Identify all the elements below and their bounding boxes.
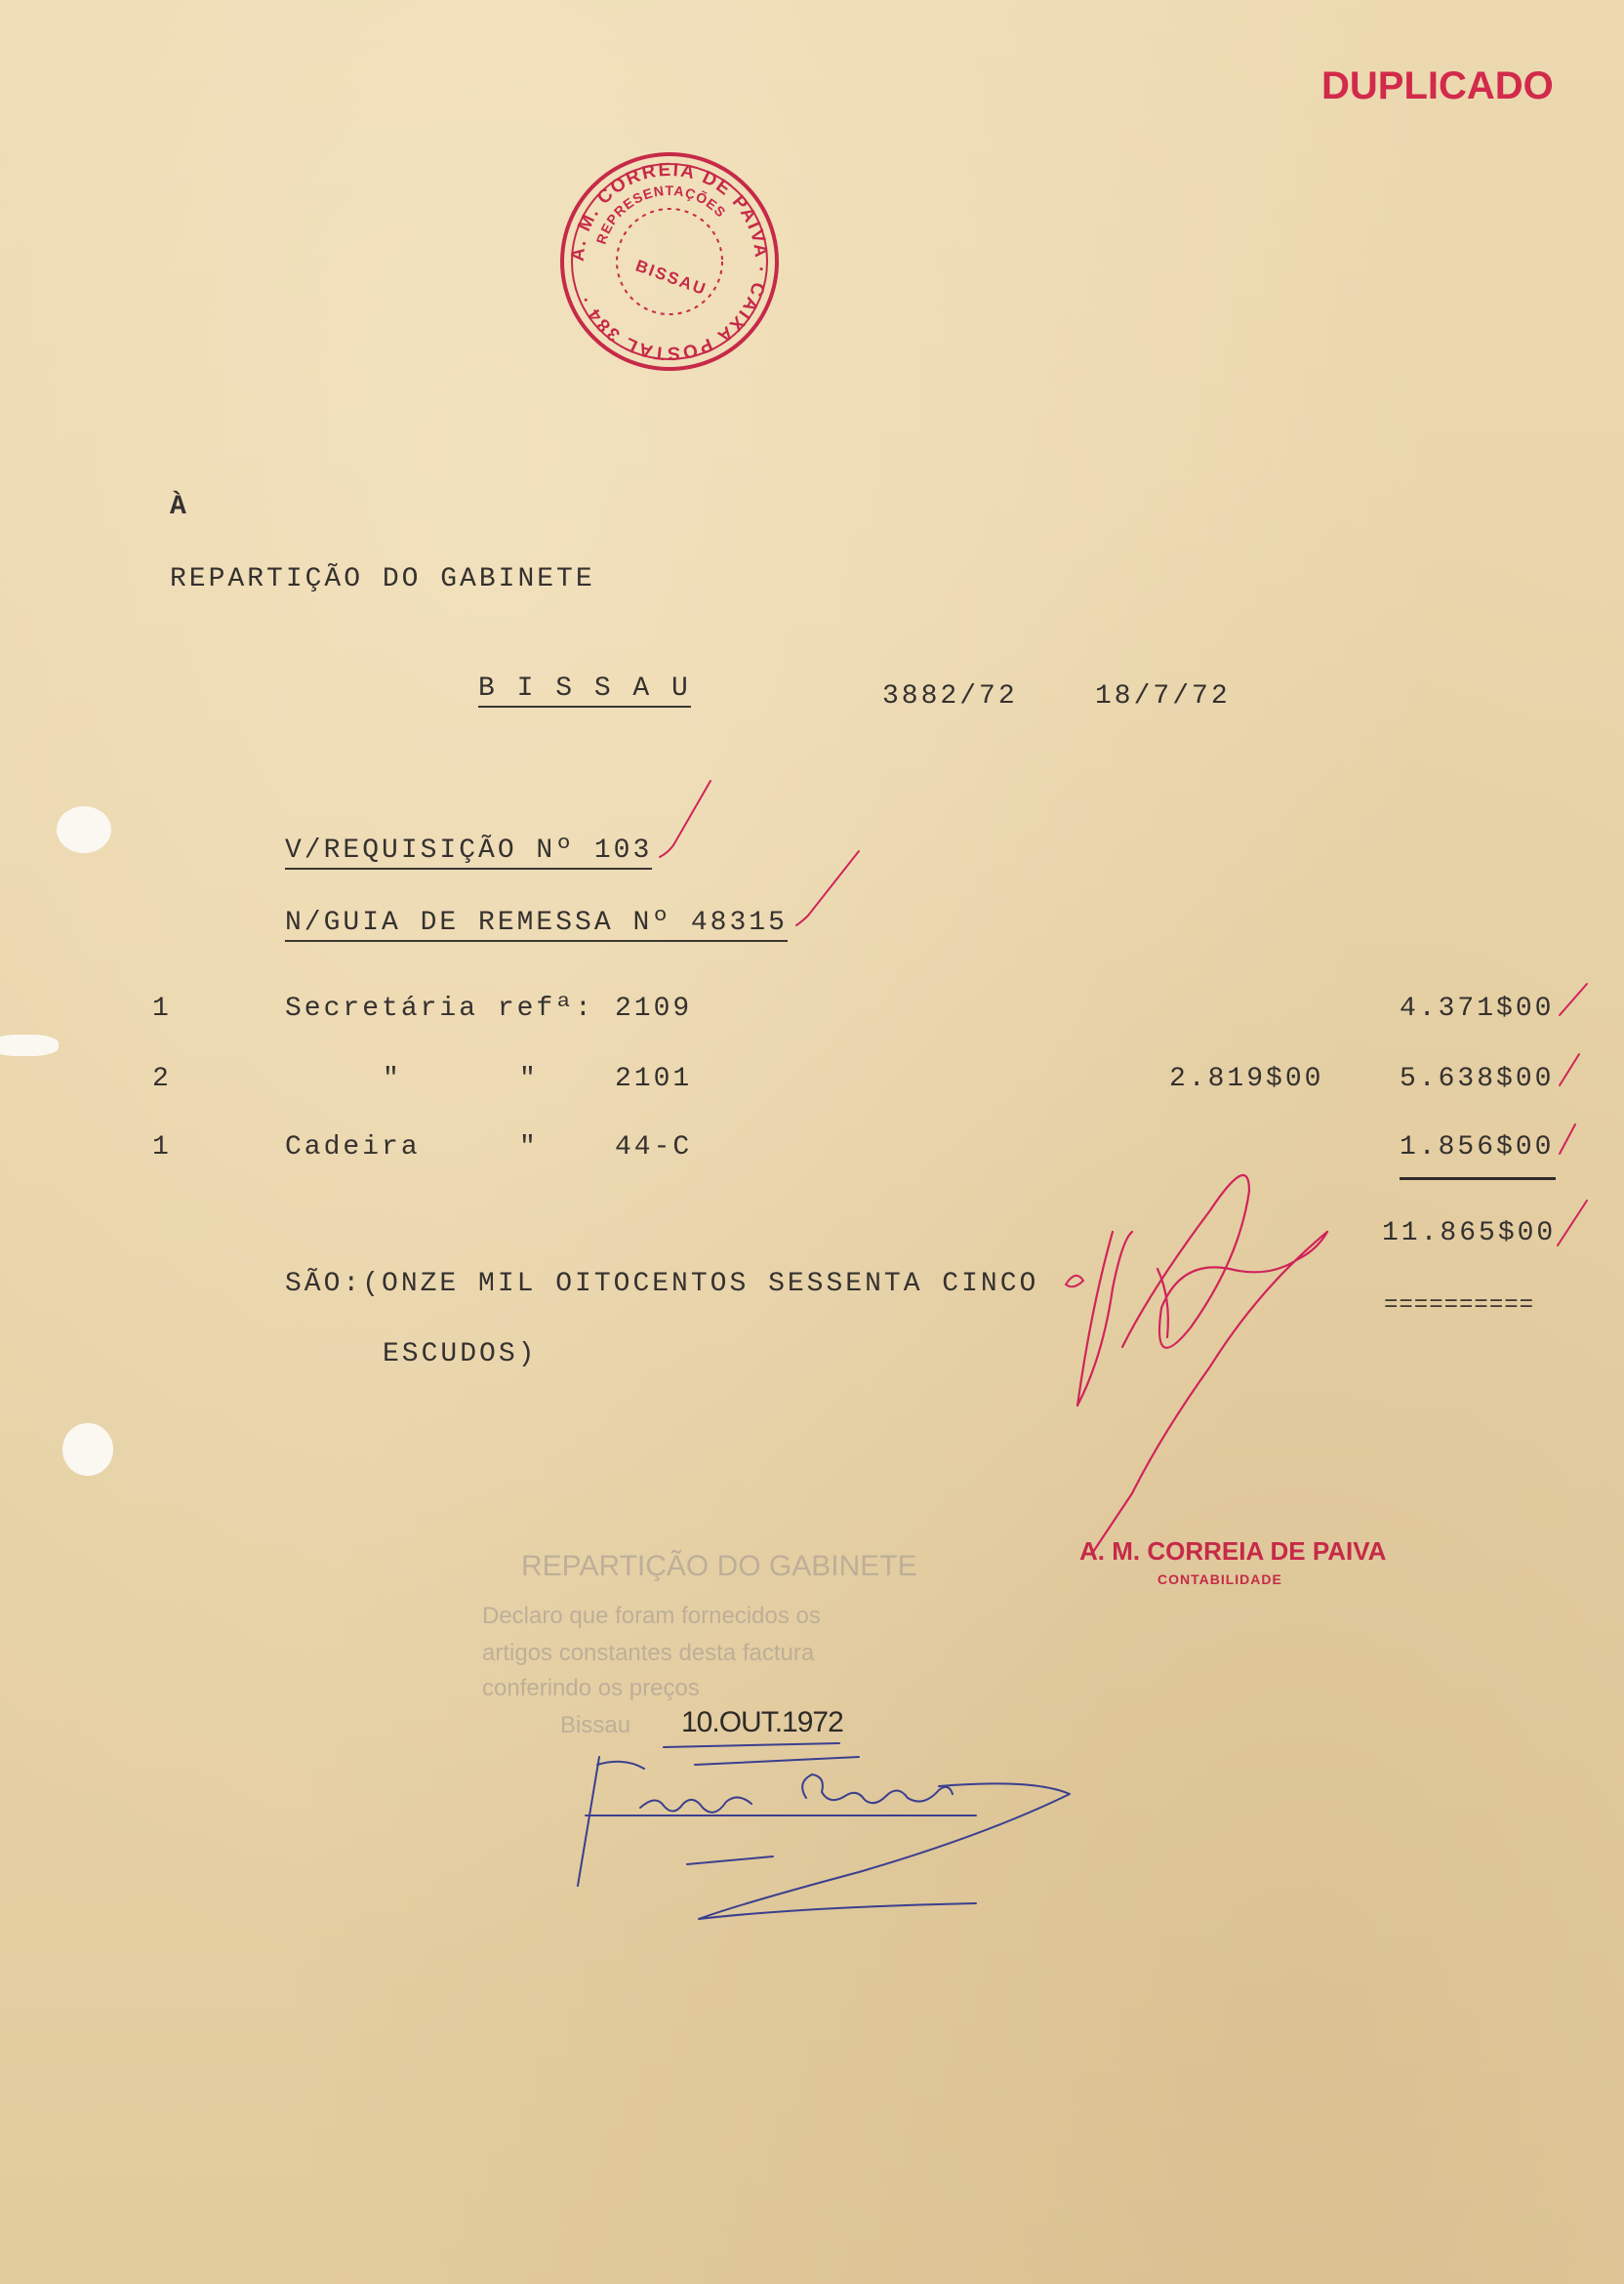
duplicado-stamp: DUPLICADO [1321,64,1554,107]
company-stamp-dept: CONTABILIDADE [1157,1571,1282,1587]
item-qty: 1 [152,994,172,1024]
seal-ring-textpath: A. M. CORREIA DE PAIVA · CAIXA POSTAL 384 · [567,159,772,364]
item-ref-ditto: " [519,1132,539,1162]
reference-number: 3882/72 [882,681,1018,712]
guide-ref: N/GUIA DE REMESSA Nº 48315 [285,908,788,942]
item-ref: 2109 [615,994,693,1024]
company-stamp-name: A. M. CORREIA DE PAIVA [1079,1536,1387,1566]
receipt-stamp-line1: Declaro que foram fornecidos os [482,1603,821,1629]
item-desc-ditto: " [383,1064,402,1094]
amount-words-line1: SÃO:(ONZE MIL OITOCENTOS SESSENTA CINCO [285,1269,1039,1299]
svg-text:REPRESENTAÇÕES [593,183,730,246]
item-ref: 2101 [615,1064,693,1094]
item-desc: Cadeira [285,1132,421,1162]
item-qty: 1 [152,1132,172,1162]
seal-inner-textpath: REPRESENTAÇÕES [592,182,730,247]
edge-tear [0,1035,59,1056]
item-ref: 44-C [615,1132,693,1162]
address-city: B I S S A U [478,673,691,708]
punch-hole-top [57,806,111,853]
item-unit-price: 2.819$00 [1169,1064,1324,1094]
item-ref-ditto: " [519,1064,539,1094]
total-amount: 11.865$00 [1382,1218,1557,1248]
item-qty: 2 [152,1064,172,1094]
total-double-rule: ========== [1384,1292,1535,1319]
amount-words-line2: ESCUDOS) [383,1339,538,1369]
svg-text:A. M. CORREIA DE PAIVA · CAIXA [568,160,771,363]
item-amount: 4.371$00 [1400,994,1555,1024]
receipt-stamp-date: 10.OUT.1972 [681,1706,843,1738]
requisition-ref: V/REQUISIÇÃO Nº 103 [285,836,652,870]
punch-hole-bottom [62,1423,113,1476]
item-amount: 1.856$00 [1400,1132,1555,1162]
seal-center-text: BISSAU [632,256,710,300]
receipt-stamp-title: REPARTIÇÃO DO GABINETE [521,1550,917,1582]
receipt-stamp-line3: conferindo os preços [482,1675,700,1701]
address-line1: REPARTIÇÃO DO GABINETE [170,564,595,594]
receipt-stamp-line2: artigos constantes desta factura [482,1640,815,1666]
address-prefix: À [170,492,189,522]
item-desc: Secretária refª: [285,994,594,1024]
item-amount: 5.638$00 [1400,1064,1555,1094]
subtotal-rule [1400,1177,1556,1180]
receipt-stamp-place: Bissau [560,1712,631,1738]
reference-date: 18/7/72 [1095,681,1231,712]
